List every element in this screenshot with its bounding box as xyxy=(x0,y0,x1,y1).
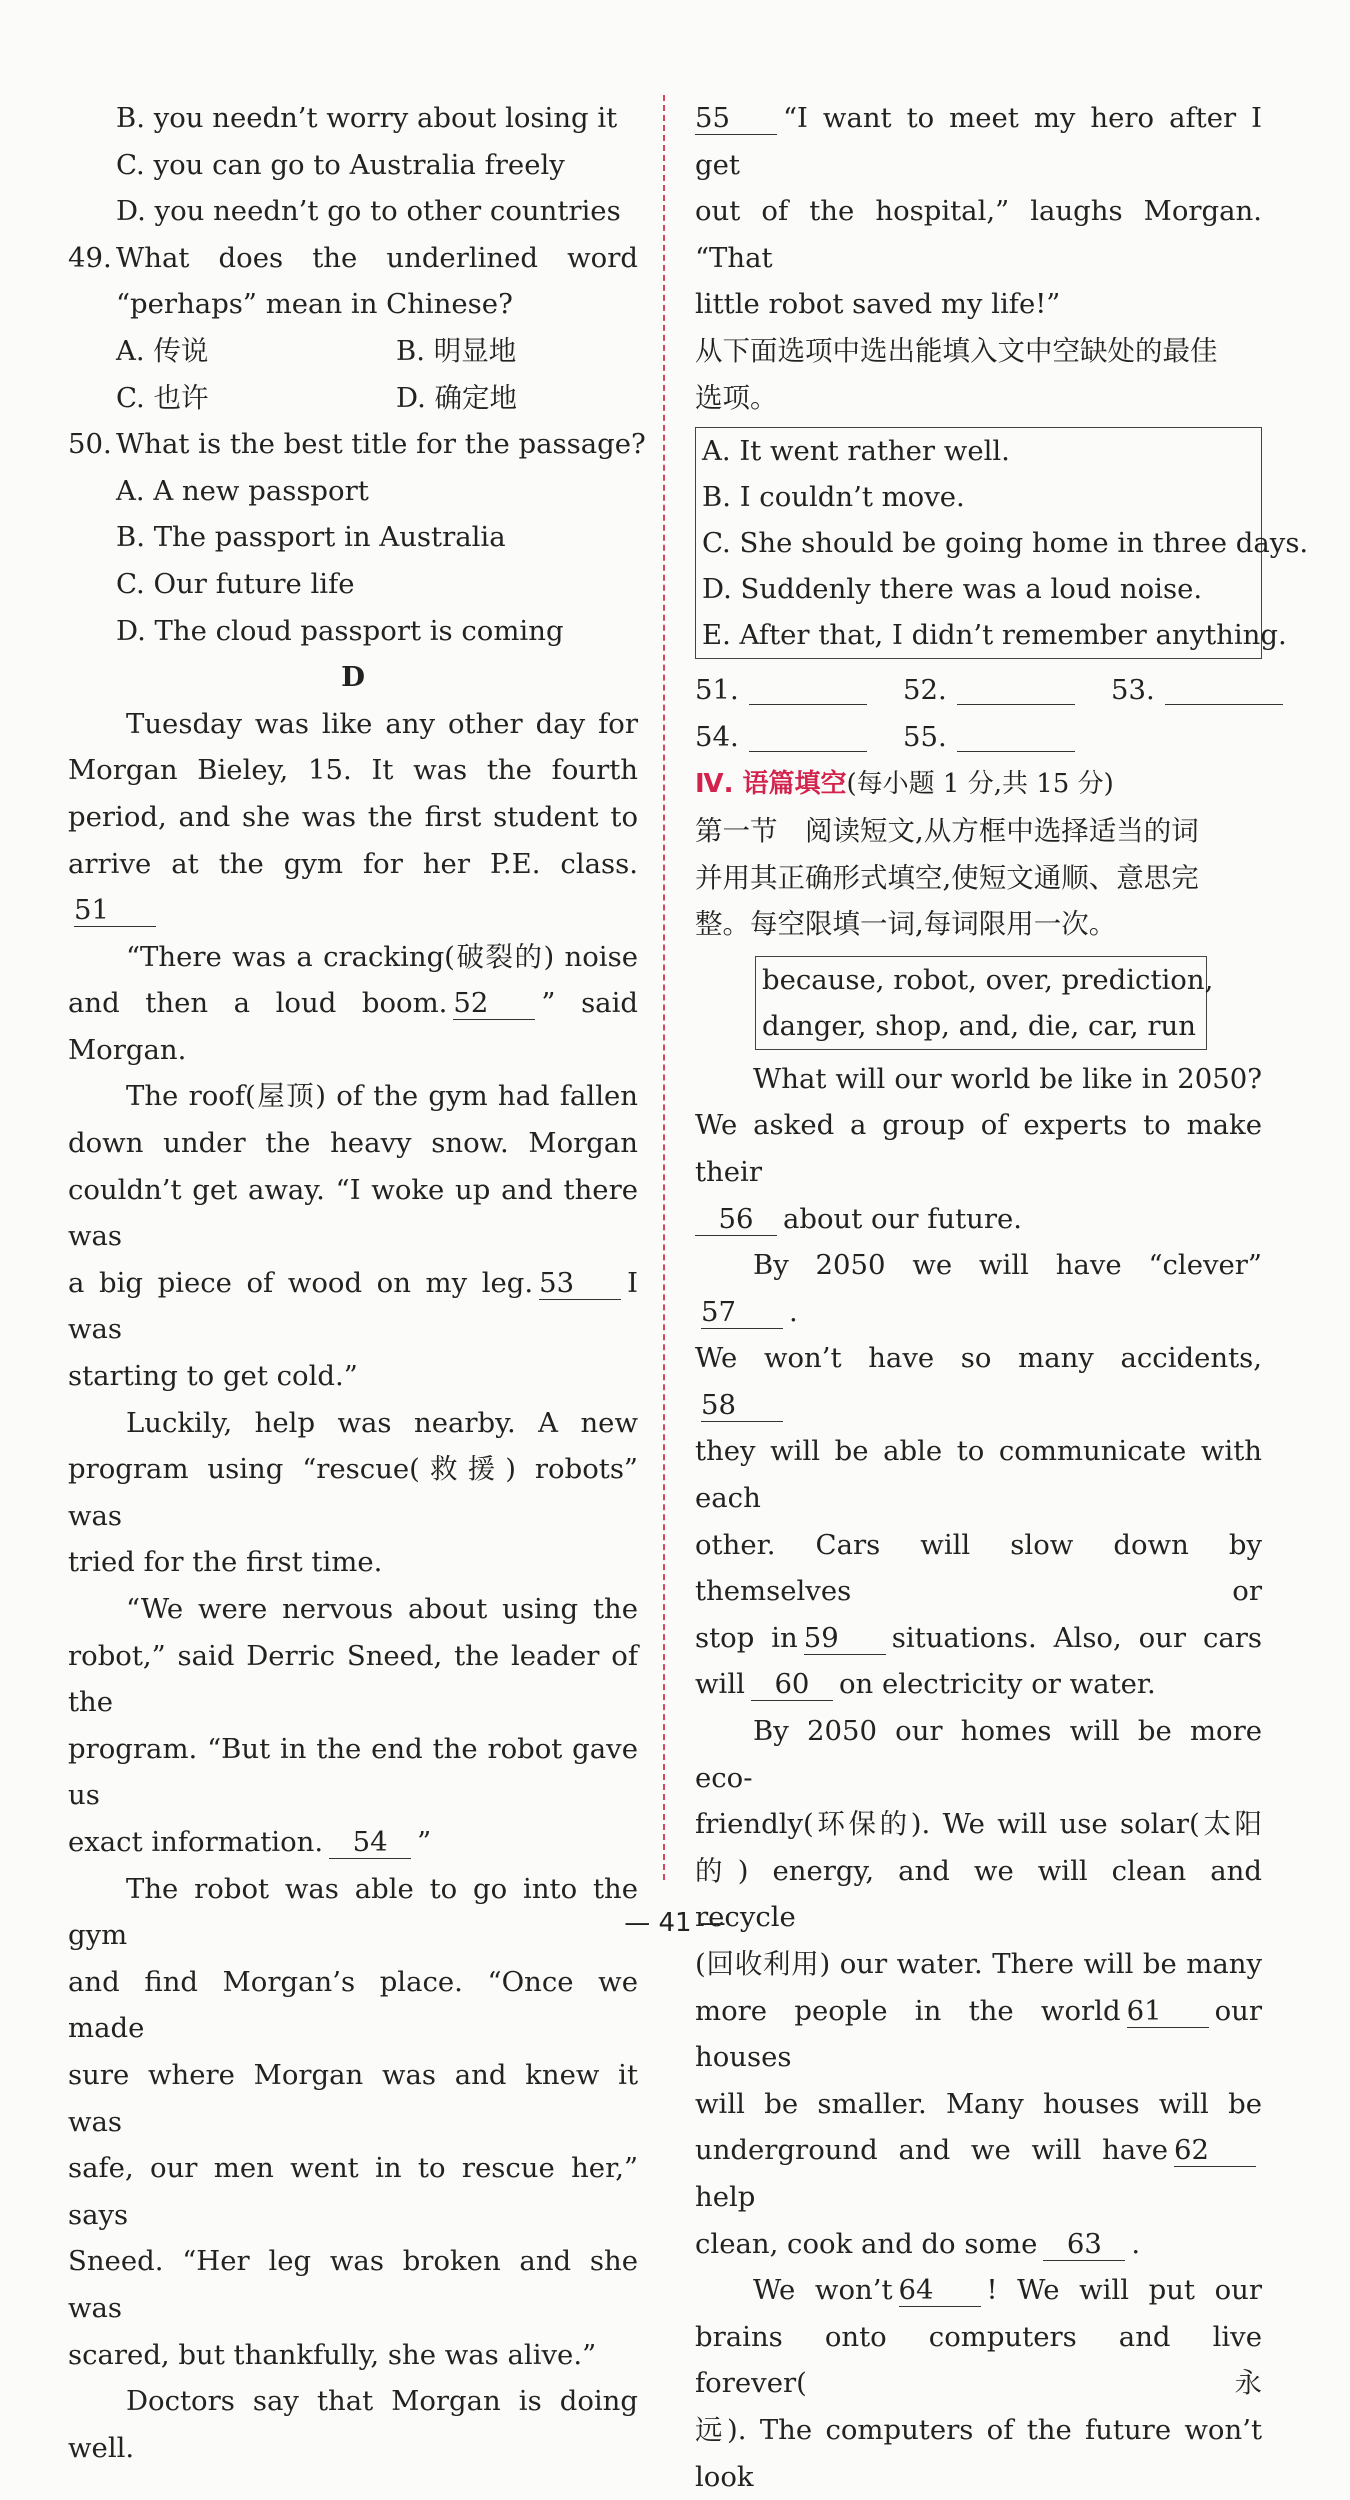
blank-53[interactable]: 53 xyxy=(539,1267,621,1300)
passage-heading: D xyxy=(341,661,365,694)
answer-line[interactable] xyxy=(749,674,867,705)
answer-53: 53. xyxy=(1111,667,1319,714)
passage-line: Doctors say that Morgan is doing well. xyxy=(68,2385,638,2464)
passage-line: friendly(环保的). We will use solar(太阳 xyxy=(695,1808,1262,1841)
passage-line: program using “rescue(救援) robots” was xyxy=(68,1453,638,1532)
choice-a: A. It went rather well. xyxy=(702,435,1010,468)
q50-option-d: D. The cloud passport is coming xyxy=(116,614,564,647)
blank-61[interactable]: 61 xyxy=(1127,1995,1209,2028)
q48-option-d: D. you needn’t go to other countries xyxy=(116,195,621,228)
q49-option-b: B. 明显地 xyxy=(396,334,517,367)
passage-line: “There was a cracking(破裂的) noise xyxy=(126,940,638,973)
q49-option-a: A. 传说 xyxy=(116,334,209,367)
q48-option-b: B. you needn’t worry about losing it xyxy=(116,102,618,134)
passage-line: down under the heavy snow. Morgan xyxy=(68,1127,638,1160)
passage-line: sure where Morgan was and knew it was xyxy=(68,2058,638,2138)
passage-line: We won’t 64 ! We will put our xyxy=(753,2274,1262,2307)
answer-55: 55. xyxy=(903,714,1111,761)
passage-line: By 2050 our homes will be more eco- xyxy=(695,1715,1262,1794)
answer-54: 54. xyxy=(695,714,903,761)
blank-52[interactable]: 52 xyxy=(453,987,535,1020)
q49-line1: 49. What does the underlined word xyxy=(68,235,638,282)
passage-line: more people in the world 61 our houses xyxy=(695,1994,1262,2074)
q49-options-cd xyxy=(68,375,638,422)
passage-line: they will be able to communicate with each xyxy=(695,1435,1262,1515)
right-column xyxy=(695,95,1309,2500)
part-instruction: 整。每空限填一词,每词限用一次。 xyxy=(695,908,1117,941)
q50-number: 50. xyxy=(68,428,112,461)
passage-line: Morgan Bieley, 15. It was the fourth xyxy=(68,754,638,787)
answer-line[interactable] xyxy=(957,674,1075,705)
answer-line[interactable] xyxy=(749,721,867,752)
passage-line: scared, but thankfully, she was alive.” xyxy=(68,2338,597,2371)
q50-option-a: A. A new passport xyxy=(116,474,369,507)
passage-line: (回收利用) our water. There will be many xyxy=(695,1948,1262,1980)
part-instruction: 并用其正确形式填空,使短文通顺、意思完 xyxy=(695,861,1199,894)
passage-line: 远). The computers of the future won’t look xyxy=(695,2413,1262,2493)
answer-row xyxy=(695,667,1262,714)
column-divider xyxy=(663,95,665,1880)
passage-line: 55 “I want to meet my hero after I get xyxy=(695,102,1262,181)
blank-54[interactable]: 54 xyxy=(329,1826,411,1859)
instruction-line: 选项。 xyxy=(695,381,778,414)
passage-line: safe, our men went in to rescue her,” says xyxy=(68,2152,638,2231)
passage-line: clean, cook and do some 63 . xyxy=(695,2227,1141,2260)
instruction-line: 从下面选项中选出能填入文中空缺处的最佳 xyxy=(695,334,1218,367)
passage-line: robot,” said Derric Sneed, the leader of the xyxy=(68,1639,638,1719)
passage-line: By 2050 we will have “clever”57 . xyxy=(701,1249,1262,1328)
blank-57[interactable]: 57 xyxy=(701,1296,783,1329)
q49-line2: “perhaps” mean in Chinese? xyxy=(116,288,513,321)
blank-56[interactable]: 56 xyxy=(695,1203,777,1236)
q48-option-c: C. you can go to Australia freely xyxy=(116,148,565,181)
choice-c: C. She should be going home in three days. xyxy=(702,527,1309,560)
word-box xyxy=(755,956,1214,1050)
passage-line: 56 about our future. xyxy=(695,1196,1262,1243)
q50-option-c: C. Our future life xyxy=(116,567,355,600)
passage-line: We won’t have so many accidents,58 xyxy=(695,1342,1262,1421)
part-instruction: 第一节 阅读短文,从方框中选择适当的词 xyxy=(695,814,1199,847)
blank-60[interactable]: 60 xyxy=(751,1668,833,1701)
blank-63[interactable]: 63 xyxy=(1043,2228,1125,2261)
choices-box xyxy=(695,427,1309,659)
q50-question: 50. What is the best title for the passage? xyxy=(68,421,638,468)
blank-59[interactable]: 59 xyxy=(804,1622,886,1655)
page-number: — 41 — xyxy=(624,1908,726,1938)
section-note: (每小题 1 分,共 15 分) xyxy=(846,769,1114,800)
passage-line: and find Morgan’s place. “Once we made xyxy=(68,1965,638,2045)
passage-line: underground and we will have 62help xyxy=(695,2127,1262,2220)
passage-line: “We were nervous about using the xyxy=(126,1593,638,1625)
passage-line: Luckily, help was nearby. A new xyxy=(126,1406,638,1439)
passage-line: Sneed. “Her leg was broken and she was xyxy=(68,2245,638,2324)
blank-62[interactable]: 62 xyxy=(1174,2134,1256,2167)
word-box-line: danger, shop, and, die, car, run xyxy=(762,1009,1196,1042)
passage-line: starting to get cold.” xyxy=(68,1360,358,1393)
word-box-line: because, robot, over, prediction, xyxy=(762,963,1214,996)
q49-options-ab xyxy=(68,328,638,375)
blank-55[interactable]: 55 xyxy=(695,102,777,135)
passage-line: out of the hospital,” laughs Morgan. “That xyxy=(695,195,1262,274)
passage-line: tried for the first time. xyxy=(68,1546,383,1579)
blank-51[interactable]: 51 xyxy=(74,894,156,927)
answer-51: 51. xyxy=(695,667,903,714)
choice-e: E. After that, I didn’t remember anything. xyxy=(702,619,1287,652)
passage-line: 的) energy, and we will clean and recycle xyxy=(695,1854,1262,1934)
passage-line: and then a loud boom. 52 ” said Morgan. xyxy=(68,987,638,1066)
passage-line: a big piece of wood on my leg. 53 I was xyxy=(68,1266,638,1346)
answer-52: 52. xyxy=(903,667,1111,714)
q50-option-b: B. The passport in Australia xyxy=(116,521,506,554)
answer-line[interactable] xyxy=(1165,674,1283,705)
passage-line: stop in 59 situations. Also, our cars xyxy=(695,1621,1262,1654)
passage-line: What will our world be like in 2050? xyxy=(753,1062,1262,1095)
left-column xyxy=(68,95,646,2471)
choice-b: B. I couldn’t move. xyxy=(702,481,965,514)
section-heading xyxy=(695,760,1262,808)
passage-line: The roof(屋顶) of the gym had fallen xyxy=(126,1080,638,1113)
section-title: Ⅳ. 语篇填空 xyxy=(695,769,847,800)
passage-line: period, and she was the first student to xyxy=(68,800,638,833)
passage-line: program. “But in the end the robot gave us xyxy=(68,1732,638,1812)
q49-option-d: D. 确定地 xyxy=(396,381,518,414)
blank-64[interactable]: 64 xyxy=(899,2274,981,2307)
q49-number: 49. xyxy=(68,241,112,274)
passage-line: will be smaller. Many houses will be xyxy=(695,2087,1262,2120)
passage-line: Tuesday was like any other day for xyxy=(126,707,638,740)
passage-line: The robot was able to go into the gym xyxy=(68,1872,638,1952)
q49-option-c: C. 也许 xyxy=(116,381,209,414)
passage-line: We asked a group of experts to make their xyxy=(695,1109,1262,1188)
blank-58[interactable]: 58 xyxy=(701,1389,783,1422)
passage-line: arrive at the gym for her P.E. class.51 xyxy=(68,847,638,927)
passage-line: little robot saved my life!” xyxy=(695,288,1061,321)
passage-line: brains onto computers and live forever(永 xyxy=(695,2320,1262,2400)
passage-line: other. Cars will slow down by themselves or xyxy=(695,1528,1262,1608)
passage-line: will 60 on electricity or water. xyxy=(695,1668,1156,1701)
answer-line[interactable] xyxy=(957,721,1075,752)
answer-row xyxy=(695,714,1262,761)
passage-line: exact information. 54 ” xyxy=(68,1825,432,1858)
choice-d: D. Suddenly there was a loud noise. xyxy=(702,573,1203,606)
passage-line: couldn’t get away. “I woke up and there was xyxy=(68,1173,638,1253)
